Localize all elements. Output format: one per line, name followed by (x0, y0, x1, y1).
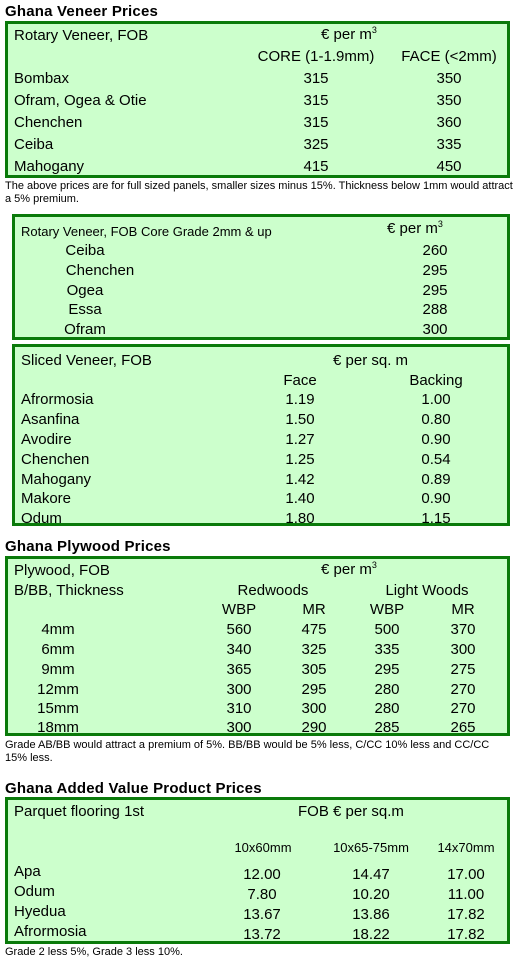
rotary-fob-heading: Rotary Veneer, FOB (14, 27, 149, 44)
price-cell: 300 (450, 641, 476, 658)
core-price: 325 (303, 136, 329, 153)
face-price: 1.50 (285, 411, 315, 428)
price-cell: 13.72 (243, 926, 281, 943)
core-grade-price: 260 (422, 242, 448, 259)
thickness-label: 18mm (37, 719, 79, 736)
species-name: Odum (14, 883, 55, 900)
col-header-10x65-75: 10x65-75mm (333, 840, 409, 855)
species-name: Apa (14, 863, 41, 880)
price-cell: 370 (450, 621, 476, 638)
parquet-heading: Parquet flooring 1st (14, 803, 145, 820)
price-cell: 10.20 (352, 886, 390, 903)
species-name: Makore (21, 490, 72, 507)
sliced-heading: Sliced Veneer, FOB (21, 352, 152, 369)
price-cell: 290 (301, 719, 327, 736)
thickness-label: 12mm (37, 681, 79, 698)
price-cell: 14.47 (352, 866, 390, 883)
price-cell: 305 (301, 661, 327, 678)
plywood-heading: Plywood, FOB (14, 562, 110, 579)
species-name: Chenchen (21, 451, 90, 468)
backing-price: 0.90 (421, 431, 451, 448)
sliced-veneer-table (12, 344, 510, 526)
species-name: Hyedua (14, 903, 66, 920)
species-name: Chenchen (14, 114, 83, 131)
face-price: 1.42 (285, 471, 315, 488)
core-grade-price: 295 (422, 262, 448, 279)
price-cell: 13.67 (243, 906, 281, 923)
price-cell: 280 (374, 700, 400, 717)
rotary-core-heading: Rotary Veneer, FOB Core Grade 2mm & up (21, 224, 272, 239)
rotary-core-unit: € per $m^3$ (387, 219, 443, 237)
veneer-section-title: Ghana Veneer Prices (5, 3, 159, 20)
price-cell: 500 (374, 621, 400, 638)
price-cell: 365 (226, 661, 252, 678)
backing-price: 0.89 (421, 471, 451, 488)
species-name: Mahogany (21, 471, 92, 488)
backing-price: 1.00 (421, 391, 451, 408)
face-price: 335 (436, 136, 462, 153)
price-cell: 270 (450, 700, 476, 717)
price-cell: 11.00 (447, 886, 485, 903)
col-header-10x60: 10x60mm (234, 840, 292, 855)
face-price: 1.19 (285, 391, 315, 408)
face-price: 1.25 (285, 451, 315, 468)
price-cell: 18.22 (352, 926, 390, 943)
added-value-section-title: Ghana Added Value Product Prices (5, 780, 262, 797)
price-cell: 300 (226, 719, 252, 736)
core-grade-price: 288 (422, 301, 448, 318)
backing-price: 1.15 (421, 510, 451, 527)
price-cell: 280 (374, 681, 400, 698)
face-price: 350 (436, 70, 462, 87)
plywood-section-title: Ghana Plywood Prices (5, 538, 171, 555)
plywood-unit: € per $m^3$ (321, 560, 377, 578)
species-name: Ofram (64, 321, 106, 338)
col-header-core: CORE (1-1.9mm) (257, 48, 375, 65)
thickness-label: 4mm (41, 621, 75, 638)
backing-price: 0.90 (421, 490, 451, 507)
backing-price: 0.80 (421, 411, 451, 428)
plywood-table (5, 556, 510, 736)
parquet-unit: FOB € per sq.m (298, 803, 404, 820)
rotary-fob-unit: € per $m^3$ (321, 25, 377, 43)
group-header-lightwoods: Light Woods (385, 582, 469, 599)
parquet-note: Grade 2 less 5%, Grade 3 less 10%. (5, 946, 183, 958)
sliced-unit: € per sq. m (333, 352, 409, 369)
species-name: Bombax (14, 70, 70, 87)
price-cell: 310 (226, 700, 252, 717)
species-name: Avodire (21, 431, 72, 448)
price-cell: 275 (450, 661, 476, 678)
price-cell: 17.82 (447, 926, 485, 943)
price-cell: 7.80 (247, 886, 277, 903)
face-price: 1.80 (285, 510, 315, 527)
price-cell: 560 (226, 621, 252, 638)
price-cell: 325 (301, 641, 327, 658)
backing-price: 0.54 (421, 451, 451, 468)
price-cell: 475 (301, 621, 327, 638)
thickness-label: 6mm (41, 641, 75, 658)
plywood-note: Grade AB/BB would attract a premium of 5%. BB/BB would be 5% less, C/CC 10% less and CC/CC 15% less. (5, 739, 490, 764)
col-header-face: Face (283, 372, 317, 389)
core-grade-price: 295 (422, 282, 448, 299)
thickness-label: 9mm (41, 661, 75, 678)
species-name: Chenchen (65, 262, 135, 279)
rotary-fob-note: The above prices are for full sized panels, smaller sizes minus 15%. Thickness below 1mm would attract a 5% premium. (5, 180, 513, 205)
price-cell: 335 (374, 641, 400, 658)
thickness-label: 15mm (37, 700, 79, 717)
core-price: 315 (303, 70, 329, 87)
sub-header-mr: MR (302, 601, 326, 618)
core-grade-price: 300 (422, 321, 448, 338)
species-name: Mahogany (14, 158, 85, 175)
face-price: 1.27 (285, 431, 315, 448)
species-name: Essa (68, 301, 102, 318)
col-header-backing: Backing (409, 372, 463, 389)
core-price: 415 (303, 158, 329, 175)
species-name: Odum (21, 510, 62, 527)
sub-header-mr: MR (451, 601, 475, 618)
species-name: Afrormosia (21, 391, 94, 408)
price-cell: 13.86 (352, 906, 390, 923)
core-price: 315 (303, 92, 329, 109)
rotary-core-table (12, 214, 510, 340)
species-name: Ceiba (14, 136, 54, 153)
parquet-table (5, 797, 510, 944)
col-header-face: FACE (<2mm) (401, 48, 497, 65)
price-cell: 265 (450, 719, 476, 736)
price-cell: 17.00 (447, 866, 485, 883)
price-cell: 300 (226, 681, 252, 698)
sub-header-wbp: WBP (369, 601, 405, 618)
species-name: Ceiba (65, 242, 105, 259)
price-cell: 295 (374, 661, 400, 678)
species-name: Asanfina (21, 411, 80, 428)
price-cell: 340 (226, 641, 252, 658)
group-header-redwoods: Redwoods (237, 582, 309, 599)
face-price: 450 (436, 158, 462, 175)
price-cell: 295 (301, 681, 327, 698)
price-cell: 285 (374, 719, 400, 736)
species-name: Ogea (66, 282, 104, 299)
species-name: Afrormosia (14, 923, 87, 940)
price-cell: 17.82 (447, 906, 485, 923)
rotary-fob-table (5, 21, 510, 178)
face-price: 360 (436, 114, 462, 131)
sub-header-wbp: WBP (221, 601, 257, 618)
face-price: 350 (436, 92, 462, 109)
col-header-14x70: 14x70mm (437, 840, 495, 855)
species-name: Ofram, Ogea & Otie (14, 92, 147, 109)
price-cell: 12.00 (243, 866, 281, 883)
price-cell: 300 (301, 700, 327, 717)
core-price: 315 (303, 114, 329, 131)
plywood-thickness-heading: B/BB, Thickness (14, 582, 124, 599)
price-cell: 270 (450, 681, 476, 698)
face-price: 1.40 (285, 490, 315, 507)
